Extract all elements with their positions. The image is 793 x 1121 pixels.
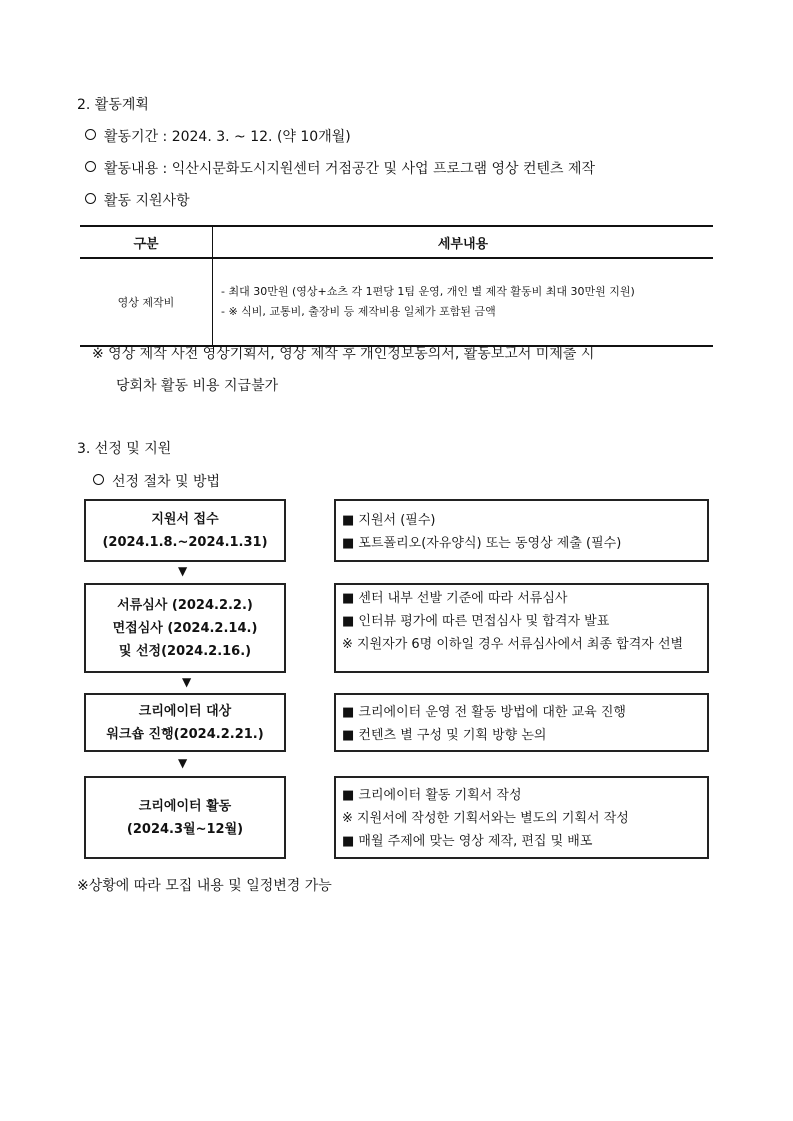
step-4-details: ■ 크리에이터 활동 기획서 작성 ※ 지원서에 작성한 기획서와는 별도의 기획서 작성 ■ 매월 주제에 맞는 영상 제작, 편집 및 배포 xyxy=(334,776,709,859)
bullet-support: 활동 지원사항 xyxy=(85,190,190,210)
note-line-2: 당회차 활동 비용 지급불가 xyxy=(116,378,279,394)
circle-bullet-icon xyxy=(93,474,104,485)
circle-bullet-icon xyxy=(85,129,96,140)
step-3-details: ■ 크리에이터 운영 전 활동 방법에 대한 교육 진행 ■ 컨텐츠 별 구성 및 기획 방향 논의 xyxy=(334,693,709,752)
step-2-details: ■ 센터 내부 선발 기준에 따라 서류심사 ■ 인터뷰 평가에 따른 면접심사 및 합격자 발표 ※ 지원자가 6명 이하일 경우 서류심사에서 최종 합격자 선별 xyxy=(334,583,709,673)
header-category: 구분 xyxy=(80,226,213,258)
circle-bullet-icon xyxy=(85,161,96,172)
step-2-box: 서류심사 (2024.2.2.) 면접심사 (2024.2.14.) 및 선정(2024.2.16.) xyxy=(84,583,286,673)
details-cell: - 최대 30만원 (영상+쇼츠 각 1편당 1팀 운영, 개인 별 제작 활동비 최대 30만원 지원) - ※ 식비, 교통비, 출장비 등 제작비용 일체가 포함된 금액 xyxy=(213,258,714,346)
step-1-details: ■ 지원서 (필수) ■ 포트폴리오(자유양식) 또는 동영상 제출 (필수) xyxy=(334,499,709,562)
down-arrow-icon: ▼ xyxy=(178,756,188,770)
category-cell: 영상 제작비 xyxy=(80,258,213,346)
step-3-box: 크리에이터 대상 워크숍 진행(2024.2.21.) xyxy=(84,693,286,752)
bullet-content: 활동내용 : 익산시문화도시지원센터 거점공간 및 사업 프로그램 영상 컨텐츠 제작 xyxy=(85,158,595,178)
bullet-period: 활동기간 : 2024. 3. ~ 12. (약 10개월) xyxy=(85,126,351,146)
step-4-box: 크리에이터 활동 (2024.3월~12월) xyxy=(84,776,286,859)
subtitle: 선정 절차 및 방법 xyxy=(93,471,220,491)
step-1-box: 지원서 접수 (2024.1.8.~2024.1.31) xyxy=(84,499,286,562)
down-arrow-icon: ▼ xyxy=(178,564,188,578)
header-details: 세부내용 xyxy=(213,226,714,258)
note-line-1: ※ 영상 제작 사전 영상기획서, 영상 제작 후 개인정보동의서, 활동보고서 미제출 시 xyxy=(92,346,595,362)
down-arrow-icon: ▼ xyxy=(182,675,192,689)
footer-note: ※상황에 따라 모집 내용 및 일정변경 가능 xyxy=(77,878,332,894)
table-row xyxy=(80,258,713,346)
support-table xyxy=(80,225,713,347)
section-2-title: 2. 활동계획 xyxy=(77,97,149,113)
circle-bullet-icon xyxy=(85,193,96,204)
section-3-title: 3. 선정 및 지원 xyxy=(77,441,172,457)
